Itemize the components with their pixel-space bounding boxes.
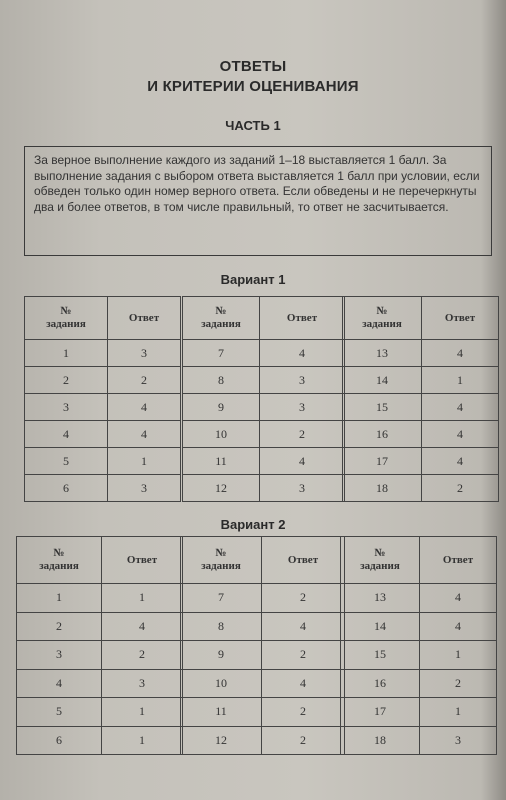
table-row [341,612,497,641]
answer-cell: 1 [422,367,499,394]
task-number-cell: 14 [343,367,422,394]
table-row [17,641,183,670]
answer-cell: 1 [102,584,183,613]
task-number-cell: 18 [343,475,422,502]
table-row [25,394,181,421]
answer-header: Ответ [260,297,345,340]
answer-cell: 4 [102,612,183,641]
task-number-cell: 4 [25,421,108,448]
answer-cell: 1 [420,641,497,670]
task-number-header: № задания [183,297,260,340]
answer-cell: 2 [102,641,183,670]
table-row [343,394,499,421]
variant-1-heading: Вариант 1 [220,272,286,287]
task-number-cell: 5 [25,448,108,475]
task-number-cell: 12 [183,475,260,502]
answer-cell: 4 [262,669,345,698]
task-number-cell: 13 [343,340,422,367]
task-number-cell: 14 [341,612,420,641]
table-row [343,421,499,448]
answer-header: Ответ [102,537,183,584]
table-row [181,698,345,727]
task-number-cell: 12 [181,726,262,755]
answer-cell: 2 [262,584,345,613]
answer-cell: 3 [420,726,497,755]
table-row [25,367,181,394]
table-row [25,475,181,502]
task-number-cell: 1 [25,340,108,367]
table-row [181,612,345,641]
table-row [181,669,345,698]
answer-cell: 2 [422,475,499,502]
task-number-cell: 15 [343,394,422,421]
part-heading: ЧАСТЬ 1 [225,118,281,133]
table-row [341,726,497,755]
answer-cell: 4 [422,448,499,475]
task-number-cell: 9 [183,394,260,421]
task-number-cell: 1 [17,584,102,613]
page-title-line1: ОТВЕТЫ [219,58,287,75]
task-number-cell: 11 [181,698,262,727]
table-row [181,641,345,670]
table-row [343,367,499,394]
task-number-cell: 2 [17,612,102,641]
table-row [181,726,345,755]
task-number-cell: 18 [341,726,420,755]
table-row [341,669,497,698]
answer-cell: 4 [262,612,345,641]
task-number-cell: 13 [341,584,420,613]
task-number-cell: 7 [183,340,260,367]
answer-cell: 2 [260,421,345,448]
answer-header: Ответ [108,297,181,340]
answer-cell: 1 [108,448,181,475]
answer-cell: 4 [108,394,181,421]
task-number-header: № задания [343,297,422,340]
answer-cell: 3 [260,394,345,421]
answer-cell: 1 [102,726,183,755]
task-number-cell: 6 [17,726,102,755]
task-number-cell: 17 [343,448,422,475]
table-row [183,394,345,421]
answer-table [24,296,181,502]
task-number-cell: 4 [17,669,102,698]
task-number-header: № задания [341,537,420,584]
table-header-row [181,537,345,584]
answer-cell: 4 [422,340,499,367]
answer-table [340,536,497,755]
answer-table [342,296,499,502]
answer-cell: 3 [102,669,183,698]
table-header-row [17,537,183,584]
answer-cell: 4 [108,421,181,448]
answer-cell: 4 [420,612,497,641]
table-row [17,669,183,698]
answer-cell: 3 [260,475,345,502]
answer-cell: 2 [262,698,345,727]
task-number-cell: 6 [25,475,108,502]
task-number-header: № задания [181,537,262,584]
table-row [17,698,183,727]
task-number-header: № задания [17,537,102,584]
table-header-row [183,297,345,340]
table-header-row [343,297,499,340]
task-number-cell: 10 [181,669,262,698]
answer-cell: 2 [420,669,497,698]
table-row [25,421,181,448]
table-row [25,340,181,367]
answer-header: Ответ [420,537,497,584]
answer-header: Ответ [262,537,345,584]
answer-cell: 3 [108,475,181,502]
task-number-cell: 2 [25,367,108,394]
answer-table [16,536,183,755]
table-row [343,448,499,475]
task-number-cell: 5 [17,698,102,727]
task-number-cell: 17 [341,698,420,727]
task-number-cell: 3 [17,641,102,670]
table-row [181,584,345,613]
answer-cell: 4 [422,421,499,448]
answer-cell: 4 [422,394,499,421]
variant-2-heading: Вариант 2 [220,517,286,532]
task-number-cell: 3 [25,394,108,421]
task-number-cell: 11 [183,448,260,475]
table-row [25,448,181,475]
answer-cell: 4 [420,584,497,613]
page-title-line2: И КРИТЕРИИ ОЦЕНИВАНИЯ [147,78,359,95]
answer-cell: 3 [260,367,345,394]
table-row [341,641,497,670]
task-number-header: № задания [25,297,108,340]
task-number-cell: 10 [183,421,260,448]
task-number-cell: 16 [341,669,420,698]
answer-table [180,536,345,755]
table-row [183,448,345,475]
table-header-row [341,537,497,584]
table-row [17,612,183,641]
table-row [17,584,183,613]
answer-cell: 2 [262,726,345,755]
table-row [17,726,183,755]
task-number-cell: 8 [181,612,262,641]
scoring-note-box [24,146,492,256]
table-row [183,475,345,502]
task-number-cell: 16 [343,421,422,448]
task-number-cell: 7 [181,584,262,613]
task-number-cell: 15 [341,641,420,670]
table-row [183,421,345,448]
scoring-note-text: За верное выполнение каждого из заданий 1–18 выставляется 1 балл. За выполнение задания с выбором ответа выставляется 1 балл при условии, если обведен только один номер верного ответа. Если обведены и не перечеркнуты два и более ответов, в том числе правильный, то ответ не засчитывается. [34,153,480,214]
table-row [183,340,345,367]
answer-cell: 4 [260,448,345,475]
answer-cell: 1 [102,698,183,727]
answer-table [182,296,345,502]
table-row [343,475,499,502]
answer-cell: 3 [108,340,181,367]
table-row [341,584,497,613]
answer-cell: 1 [420,698,497,727]
task-number-cell: 9 [181,641,262,670]
table-row [183,367,345,394]
answer-cell: 4 [260,340,345,367]
table-row [343,340,499,367]
table-header-row [25,297,181,340]
task-number-cell: 8 [183,367,260,394]
answer-header: Ответ [422,297,499,340]
answer-cell: 2 [108,367,181,394]
answer-cell: 2 [262,641,345,670]
table-row [341,698,497,727]
